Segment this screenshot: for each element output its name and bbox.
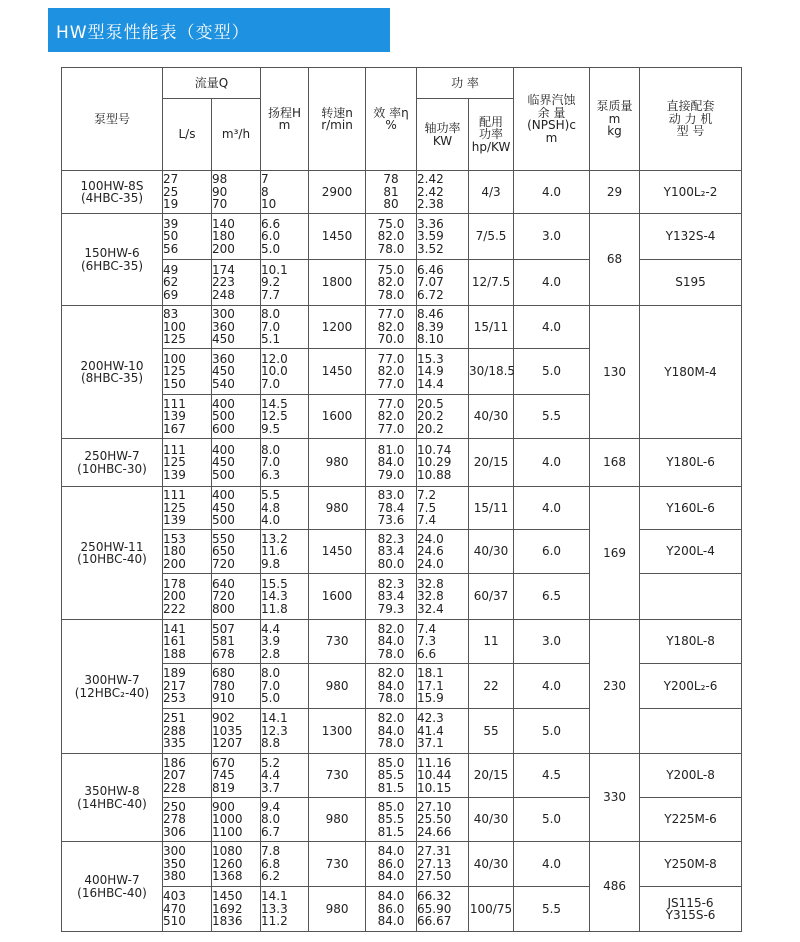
- efficiency: 84.0 86.0 84.0: [366, 887, 417, 932]
- table-row: [62, 664, 742, 709]
- flow-m3h: 400 450 500: [212, 487, 261, 530]
- head: 9.4 8.0 6.7: [261, 798, 309, 842]
- flow-m3h: 1080 1260 1368: [212, 842, 261, 887]
- rated-power: 40/30: [469, 798, 514, 842]
- npsh: 4.0: [514, 171, 590, 214]
- npsh: 5.5: [514, 395, 590, 439]
- flow-m3h: 140 180 200: [212, 214, 261, 260]
- header-mass: 泵质量 m kg: [590, 68, 640, 171]
- flow-m3h: 400 450 500: [212, 439, 261, 487]
- rated-power: 15/11: [469, 306, 514, 349]
- table-row: [62, 260, 742, 306]
- table-row: [62, 842, 742, 887]
- flow-ls: 27 25 19: [163, 171, 212, 214]
- motor-model: [640, 574, 742, 620]
- flow-m3h: 680 780 910: [212, 664, 261, 709]
- npsh: 5.0: [514, 798, 590, 842]
- shaft-power: 66.32 65.90 66.67: [417, 887, 469, 932]
- shaft-power: 8.46 8.39 8.10: [417, 306, 469, 349]
- speed: 730: [309, 842, 366, 887]
- flow-ls: 111 125 139: [163, 439, 212, 487]
- head: 7.8 6.8 6.2: [261, 842, 309, 887]
- head: 6.6 6.0 5.0: [261, 214, 309, 260]
- motor-model: Y180L-8: [640, 620, 742, 664]
- speed: 980: [309, 487, 366, 530]
- pump-mass: 130: [590, 306, 640, 439]
- motor-model: Y200L-8: [640, 754, 742, 798]
- header-flow-ls: L/s: [163, 99, 212, 171]
- shaft-power: 6.46 7.07 6.72: [417, 260, 469, 306]
- motor-model: Y100L₂-2: [640, 171, 742, 214]
- efficiency: 77.0 82.0 77.0: [366, 349, 417, 395]
- motor-model: Y180M-4: [640, 306, 742, 439]
- speed: 730: [309, 754, 366, 798]
- flow-ls: 141 161 188: [163, 620, 212, 664]
- head: 5.2 4.4 3.7: [261, 754, 309, 798]
- flow-ls: 186 207 228: [163, 754, 212, 798]
- rated-power: 15/11: [469, 487, 514, 530]
- head: 7 8 10: [261, 171, 309, 214]
- npsh: 6.0: [514, 530, 590, 574]
- rated-power: 7/5.5: [469, 214, 514, 260]
- npsh: 3.0: [514, 214, 590, 260]
- speed: 1600: [309, 574, 366, 620]
- rated-power: 30/18.5: [469, 349, 514, 395]
- page-title: HW型泵性能表（变型）: [56, 22, 250, 43]
- table-row: [62, 487, 742, 530]
- flow-ls: 111 139 167: [163, 395, 212, 439]
- efficiency: 82.3 83.4 79.3: [366, 574, 417, 620]
- shaft-power: 20.5 20.2 20.2: [417, 395, 469, 439]
- efficiency: 83.0 78.4 73.6: [366, 487, 417, 530]
- head: 15.5 14.3 11.8: [261, 574, 309, 620]
- rated-power: 22: [469, 664, 514, 709]
- pump-model: 100HW-8S (4HBC-35): [62, 171, 163, 214]
- npsh: 4.5: [514, 754, 590, 798]
- npsh: 6.5: [514, 574, 590, 620]
- rated-power: 12/7.5: [469, 260, 514, 306]
- flow-ls: 178 200 222: [163, 574, 212, 620]
- speed: 730: [309, 620, 366, 664]
- flow-m3h: 174 223 248: [212, 260, 261, 306]
- table-row: [62, 306, 742, 349]
- shaft-power: 42.3 41.4 37.1: [417, 709, 469, 754]
- pump-model: 300HW-7 (12HBC₂-40): [62, 620, 163, 754]
- flow-ls: 403 470 510: [163, 887, 212, 932]
- rated-power: 40/30: [469, 530, 514, 574]
- motor-model: Y200L₂-6: [640, 664, 742, 709]
- shaft-power: 27.10 25.50 24.66: [417, 798, 469, 842]
- motor-model: JS115-6 Y315S-6: [640, 887, 742, 932]
- npsh: 4.0: [514, 664, 590, 709]
- head: 12.0 10.0 7.0: [261, 349, 309, 395]
- rated-power: 40/30: [469, 842, 514, 887]
- table-row: [62, 530, 742, 574]
- rated-power: 100/75: [469, 887, 514, 932]
- speed: 1600: [309, 395, 366, 439]
- head: 13.2 11.6 9.8: [261, 530, 309, 574]
- npsh: 4.0: [514, 306, 590, 349]
- head: 8.0 7.0 6.3: [261, 439, 309, 487]
- shaft-power: 7.2 7.5 7.4: [417, 487, 469, 530]
- head: 14.5 12.5 9.5: [261, 395, 309, 439]
- header-row-1: [62, 68, 742, 99]
- efficiency: 82.0 84.0 78.0: [366, 620, 417, 664]
- table-row: [62, 214, 742, 260]
- motor-model: Y250M-8: [640, 842, 742, 887]
- pump-mass: 330: [590, 754, 640, 842]
- speed: 980: [309, 439, 366, 487]
- npsh: 4.0: [514, 439, 590, 487]
- flow-m3h: 670 745 819: [212, 754, 261, 798]
- pump-performance-table: [61, 67, 742, 932]
- motor-model: Y225M-6: [640, 798, 742, 842]
- shaft-power: 11.16 10.44 10.15: [417, 754, 469, 798]
- header-shaft-power: 轴功率 KW: [417, 99, 469, 171]
- pump-mass: 29: [590, 171, 640, 214]
- table-row: [62, 620, 742, 664]
- table-row: [62, 709, 742, 754]
- flow-ls: 153 180 200: [163, 530, 212, 574]
- efficiency: 82.0 84.0 78.0: [366, 709, 417, 754]
- head: 8.0 7.0 5.1: [261, 306, 309, 349]
- header-model: 泵型号: [62, 68, 163, 171]
- header-flow: 流量Q: [163, 68, 261, 99]
- pump-model: 250HW-7 (10HBC-30): [62, 439, 163, 487]
- efficiency: 77.0 82.0 77.0: [366, 395, 417, 439]
- rated-power: 4/3: [469, 171, 514, 214]
- npsh: 4.0: [514, 260, 590, 306]
- pump-model: 400HW-7 (16HBC-40): [62, 842, 163, 932]
- head: 10.1 9.2 7.7: [261, 260, 309, 306]
- efficiency: 81.0 84.0 79.0: [366, 439, 417, 487]
- table-row: [62, 798, 742, 842]
- npsh: 3.0: [514, 620, 590, 664]
- header-npsh: 临界汽蚀 余 量 (NPSH)c m: [514, 68, 590, 171]
- flow-m3h: 98 90 70: [212, 171, 261, 214]
- efficiency: 85.0 85.5 81.5: [366, 798, 417, 842]
- speed: 1800: [309, 260, 366, 306]
- flow-m3h: 902 1035 1207: [212, 709, 261, 754]
- pump-mass: 168: [590, 439, 640, 487]
- flow-ls: 300 350 380: [163, 842, 212, 887]
- motor-model: Y132S-4: [640, 214, 742, 260]
- header-head: 扬程H m: [261, 68, 309, 171]
- shaft-power: 10.74 10.29 10.88: [417, 439, 469, 487]
- head: 14.1 13.3 11.2: [261, 887, 309, 932]
- rated-power: 55: [469, 709, 514, 754]
- efficiency: 82.3 83.4 80.0: [366, 530, 417, 574]
- pump-model: 250HW-11 (10HBC-40): [62, 487, 163, 620]
- flow-m3h: 360 450 540: [212, 349, 261, 395]
- head: 8.0 7.0 5.0: [261, 664, 309, 709]
- header-rated-power: 配用 功率 hp/KW: [469, 99, 514, 171]
- npsh: 5.0: [514, 349, 590, 395]
- flow-m3h: 640 720 800: [212, 574, 261, 620]
- pump-mass: 68: [590, 214, 640, 306]
- flow-m3h: 300 360 450: [212, 306, 261, 349]
- flow-m3h: 550 650 720: [212, 530, 261, 574]
- speed: 1300: [309, 709, 366, 754]
- pump-model: 350HW-8 (14HBC-40): [62, 754, 163, 842]
- head: 14.1 12.3 8.8: [261, 709, 309, 754]
- rated-power: 40/30: [469, 395, 514, 439]
- shaft-power: 3.36 3.59 3.52: [417, 214, 469, 260]
- npsh: 5.5: [514, 887, 590, 932]
- shaft-power: 24.0 24.6 24.0: [417, 530, 469, 574]
- shaft-power: 7.4 7.3 6.6: [417, 620, 469, 664]
- motor-model: Y160L-6: [640, 487, 742, 530]
- table-row: [62, 574, 742, 620]
- flow-ls: 83 100 125: [163, 306, 212, 349]
- rated-power: 20/15: [469, 439, 514, 487]
- speed: 1450: [309, 349, 366, 395]
- speed: 2900: [309, 171, 366, 214]
- pump-mass: 169: [590, 487, 640, 620]
- head: 4.4 3.9 2.8: [261, 620, 309, 664]
- pump-mass: 230: [590, 620, 640, 754]
- rated-power: 20/15: [469, 754, 514, 798]
- flow-ls: 39 50 56: [163, 214, 212, 260]
- shaft-power: 32.8 32.8 32.4: [417, 574, 469, 620]
- page-title-bar: [48, 8, 390, 52]
- shaft-power: 15.3 14.9 14.4: [417, 349, 469, 395]
- efficiency: 84.0 86.0 84.0: [366, 842, 417, 887]
- flow-ls: 250 278 306: [163, 798, 212, 842]
- speed: 980: [309, 798, 366, 842]
- header-speed: 转速n r/min: [309, 68, 366, 171]
- shaft-power: 2.42 2.42 2.38: [417, 171, 469, 214]
- motor-model: Y180L-6: [640, 439, 742, 487]
- efficiency: 82.0 84.0 78.0: [366, 664, 417, 709]
- speed: 980: [309, 887, 366, 932]
- speed: 1450: [309, 530, 366, 574]
- npsh: 4.0: [514, 487, 590, 530]
- flow-ls: 189 217 253: [163, 664, 212, 709]
- pump-model: 150HW-6 (6HBC-35): [62, 214, 163, 306]
- table-row: [62, 887, 742, 932]
- pump-mass: 486: [590, 842, 640, 932]
- table-row: [62, 439, 742, 487]
- rated-power: 60/37: [469, 574, 514, 620]
- shaft-power: 27.31 27.13 27.50: [417, 842, 469, 887]
- head: 5.5 4.8 4.0: [261, 487, 309, 530]
- pump-model: 200HW-10 (8HBC-35): [62, 306, 163, 439]
- table-row: [62, 754, 742, 798]
- flow-ls: 100 125 150: [163, 349, 212, 395]
- flow-ls: 251 288 335: [163, 709, 212, 754]
- motor-model: S195: [640, 260, 742, 306]
- efficiency: 85.0 85.5 81.5: [366, 754, 417, 798]
- header-motor: 直接配套 动 力 机 型 号: [640, 68, 742, 171]
- efficiency: 75.0 82.0 78.0: [366, 260, 417, 306]
- flow-m3h: 900 1000 1100: [212, 798, 261, 842]
- motor-model: Y200L-4: [640, 530, 742, 574]
- efficiency: 77.0 82.0 70.0: [366, 306, 417, 349]
- shaft-power: 18.1 17.1 15.9: [417, 664, 469, 709]
- flow-m3h: 400 500 600: [212, 395, 261, 439]
- efficiency: 78 81 80: [366, 171, 417, 214]
- efficiency: 75.0 82.0 78.0: [366, 214, 417, 260]
- flow-m3h: 507 581 678: [212, 620, 261, 664]
- flow-m3h: 1450 1692 1836: [212, 887, 261, 932]
- header-efficiency: 效 率η %: [366, 68, 417, 171]
- flow-ls: 49 62 69: [163, 260, 212, 306]
- speed: 1200: [309, 306, 366, 349]
- motor-model: [640, 709, 742, 754]
- speed: 980: [309, 664, 366, 709]
- header-flow-m3h: m³/h: [212, 99, 261, 171]
- table-row: [62, 171, 742, 214]
- flow-ls: 111 125 139: [163, 487, 212, 530]
- header-power: 功 率: [417, 68, 514, 99]
- npsh: 5.0: [514, 709, 590, 754]
- rated-power: 11: [469, 620, 514, 664]
- speed: 1450: [309, 214, 366, 260]
- npsh: 4.0: [514, 842, 590, 887]
